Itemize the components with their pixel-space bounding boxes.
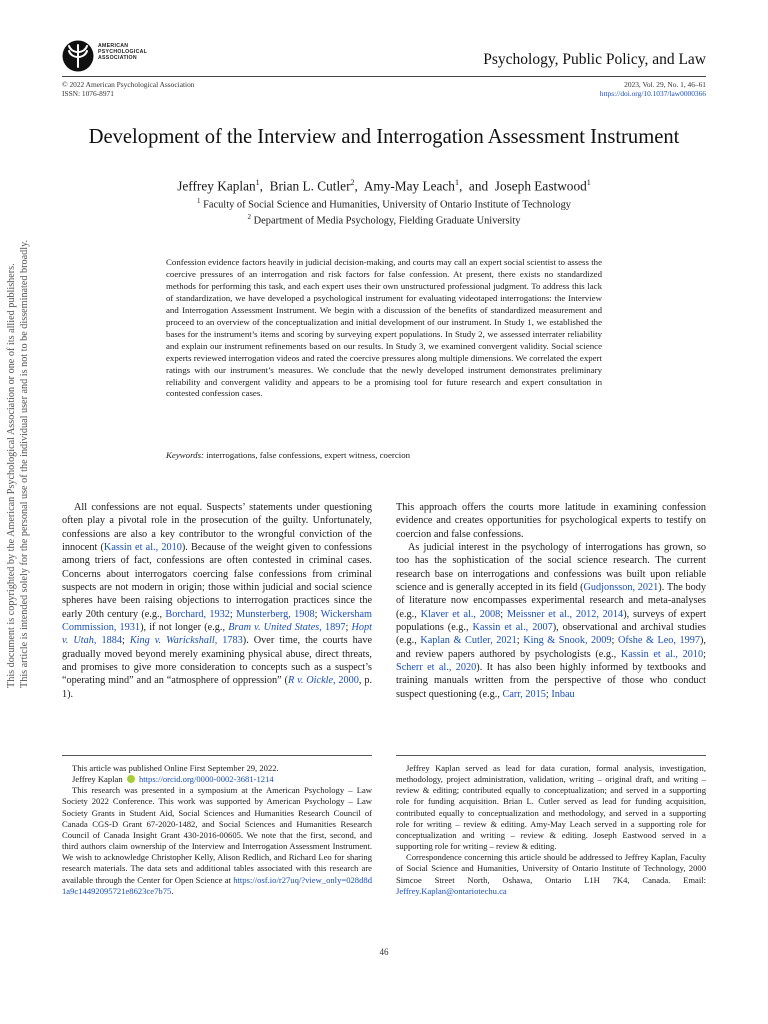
- citation-link[interactable]: Borchard, 1932: [165, 608, 230, 620]
- citation-link[interactable]: King v. Warickshall, 1783: [129, 635, 243, 647]
- citation-link[interactable]: Carr, 2015: [502, 688, 546, 700]
- citation-link[interactable]: Munsterberg, 1908: [236, 608, 315, 620]
- abstract: Confession evidence factors heavily in judicial decision-making, and courts may call an expert social scientist to assess the coercive pressures of an interrogation and risk factors for false confession. At present, there exists no standardized methods for performing this task, and each expert uses their own unstructured professional judgment. To address this lack of standardization, we have developed a psychological instrument for evaluating videotaped interrogations: the Interview and Interrogation Assessment Instrument. We begin with a discussion of the benefits of standardized measurement and proceed to an overview of the conceptualization and initial development of our instrument. In Study 1, we established the bases for the instrument’s items and scoring by surveying expert populations. In Study 2, we assessed interrater reliability and explain our instrument refinements based on our results. In Study 3, we examined convergent validity. Social science experts reviewed interrogation videos and rated the coercive pressures along multiple dimensions. We correlated the expert ratings with our instrument’s measures. We conclude that the newly developed instrument demonstrates preliminary reliability and convergent validity and appears to be a promising tool for future research and expert consultation in contested confession cases.: [166, 257, 602, 399]
- citation-link[interactable]: R v. Oickle, 2000: [287, 675, 359, 687]
- citation-link[interactable]: Meissner et al., 2012, 2014: [506, 608, 624, 620]
- copyright-block: © 2022 American Psychological Association ISSN: 1076-8971: [62, 80, 195, 99]
- keywords: Keywords: interrogations, false confessions, expert witness, coercion: [166, 450, 411, 460]
- footnotes-left: [62, 763, 372, 897]
- citation-link[interactable]: Wickersham Commission, 1931: [62, 608, 372, 634]
- usage-side-note: This article is intended solely for the personal use of the individual user and is not to be disseminated broadly.: [19, 239, 30, 688]
- apa-logo-text: AMERICAN PSYCHOLOGICAL ASSOCIATION: [98, 43, 148, 62]
- affiliations: $^1$ Faculty of Social Science and Humanities, University of Ontario Institute of Technology $^2$ Department of Media Psychology, Fielding Graduate University: [197, 197, 571, 227]
- page-number: 46: [379, 947, 389, 957]
- orcid-icon: [127, 775, 135, 783]
- paragraph: All confessions are not equal. Suspects’ statements under questioning often play a pivotal role in the prosecution of the guilty. Unfortunately, confessions are also a key contributor to the wrongful conviction of the innocent (Kassin et al., 2010). Because of the weight given to confessions among triers of fact, confessions are often contested in criminal cases. Concerns about interrogators coercing false confessions from criminal suspects are not modern in origin; those within judicial and social science spheres have been raising objections to interrogation practices since the early 20th century (e.g., Borchard, 1932; Munsterberg, 1908; Wickersham Commission, 1931), if not longer (e.g., Bram v. United States, 1897; Hopt v. Utah, 1884; King v. Warickshall, 1783). Over time, the courts have gradually moved beyond merely examining physical abuse, direct threats, and promises to give more consideration to concepts such as a suspect’s “operating mind” and an “atmosphere of oppression” (R v. Oickle, 2000, p. 1).: [62, 502, 373, 700]
- body-column-left: [62, 501, 372, 701]
- journal-name: Psychology, Public Policy, and Law: [483, 51, 706, 68]
- doi-link[interactable]: https://doi.org/10.1037/law0000366: [599, 89, 706, 99]
- header-divider: [62, 76, 706, 77]
- author-name: Jeffrey Kaplan: [177, 178, 256, 194]
- footnote-divider: [396, 755, 706, 756]
- paragraph: This approach offers the courts more latitude in examining confession evidence and creates opportunities for psychological experts to testify on coercion and false confessions.: [396, 502, 706, 540]
- article-title: Development of the Interview and Interrogation Assessment Instrument: [88, 126, 680, 148]
- citation-link[interactable]: Ofshe & Leo, 1997: [617, 635, 701, 647]
- citation-link[interactable]: Klaver et al., 2008: [420, 608, 501, 620]
- citation-link[interactable]: Scherr et al., 2020: [396, 662, 477, 674]
- citation-link[interactable]: Bram v. United States, 1897: [228, 622, 346, 634]
- author-list: Jeffrey Kaplan$^1$, Brian L. Cutler$^2$, Amy-May Leach$^1$, and Joseph Eastwood$^1$: [177, 178, 591, 194]
- citation-link[interactable]: Kassin et al., 2010: [103, 542, 182, 554]
- footnotes-right: [396, 763, 706, 897]
- citation-link[interactable]: Hopt v. Utah, 1884: [62, 622, 373, 647]
- citation: 2023, Vol. 29, No. 1, 46–61: [624, 80, 706, 89]
- citation-link[interactable]: Inbau: [551, 688, 575, 700]
- copyright-side-note: This document is copyrighted by the American Psychological Association or one of its allied publishers.: [6, 263, 17, 688]
- published-note: This article was published Online First September 29, 2022.: [72, 763, 279, 773]
- email-link[interactable]: Jeffrey.Kaplan@ontariotechu.ca: [396, 885, 507, 896]
- credit-note: Jeffrey Kaplan served as lead for data curation, formal analysis, investigation, methodology, project administration, validation, writing – original draft, and writing – review & editing; contributed equally to conceptualization; and served in a supporting role for funding acquisition. Brian L. Cutler served as lead for funding acquisition, contributed equally to conceptualization and methodology, and served in a supporting role for writing – review & editing. Amy-May Leach served in a supporting role for conceptualization and writing – review & editing. Joseph Eastwood served in a supporting role for writing – review & editing.: [396, 763, 706, 852]
- apa-logo-icon: [62, 40, 94, 72]
- author-name: Amy-May Leach: [363, 178, 455, 194]
- author-name: Brian L. Cutler: [269, 178, 351, 194]
- footnote-divider: [62, 755, 372, 756]
- citation-block: [600, 80, 706, 98]
- citation-link[interactable]: Kassin et al., 2007: [472, 622, 553, 634]
- paragraph: As judicial interest in the psychology of interrogations has grown, so too has the sophistication of the social science research. The current research base on interrogations and confessions was built upon reliable science and is generally accepted in its field (Gudjonsson, 2021). The body of literature now encompasses experimental research and meta-analyses (e.g., Klaver et al., 2008; Meissner et al., 2012, 2014), surveys of expert populations (e.g., Kassin et al., 2007), observational and archival studies (e.g., Kaplan & Cutler, 2021; King & Snook, 2009; Ofshe & Leo, 1997), and review papers authored by psychologists (e.g., Kassin et al., 2010; Scherr et al., 2020). It has also been highly informed by textbooks and training manuals written from the perspective of those who conduct suspect questioning (e.g., Carr, 2015; Inbau: [396, 542, 707, 700]
- author-name: Joseph Eastwood: [494, 178, 587, 194]
- orcid-link[interactable]: https://orcid.org/0000-0002-3681-1214: [138, 774, 274, 785]
- support-note: This research was presented in a symposium at the American Psychology – Law Society 2022 Conference. This work was supported by American Psychology – Law Society Grants in Student Aid, Social Sciences and Humanities Research Council of Canada CGS-D Grant 67-2020-1482, and Social Sciences and Humanities Research Council of Canada Insight Grant 430-2016-00605. We note that the first, second, and third authors claim ownership of the Interview and Interrogation Assessment Instrument. We wish to acknowledge Christopher Kelly, Alison Redlich, and Richard Leo for sharing research materials. The data sets and additional tables associated with this research are available through the Center for Open Science at https://osf.io/r27uq/?view_only=028d8d1a9c14492095721e8623ce7b75.: [62, 785, 372, 896]
- osf-link[interactable]: https://osf.io/r27uq/?view_only=028d8d1a9c14492095721e8623ce7b75: [62, 874, 372, 896]
- body-column-right: [396, 501, 706, 701]
- citation-link[interactable]: Gudjonsson, 2021: [583, 582, 659, 594]
- citation-link[interactable]: Kaplan & Cutler, 2021: [420, 635, 517, 647]
- correspondence-note: Correspondence concerning this article should be addressed to Jeffrey Kaplan, Faculty of Social Science and Humanities, University of Ontario Institute of Technology, 2000 Simcoe Street North, Oshawa, Ontario L1H 7K4, Canada. Email: Jeffrey.Kaplan@ontariotechu.ca: [396, 852, 706, 896]
- orcid-line: Jeffrey Kaplan https://orcid.org/0000-0002-3681-1214: [72, 774, 274, 785]
- citation-link[interactable]: Kassin et al., 2010: [620, 648, 704, 660]
- citation-link[interactable]: King & Snook, 2009: [523, 635, 612, 647]
